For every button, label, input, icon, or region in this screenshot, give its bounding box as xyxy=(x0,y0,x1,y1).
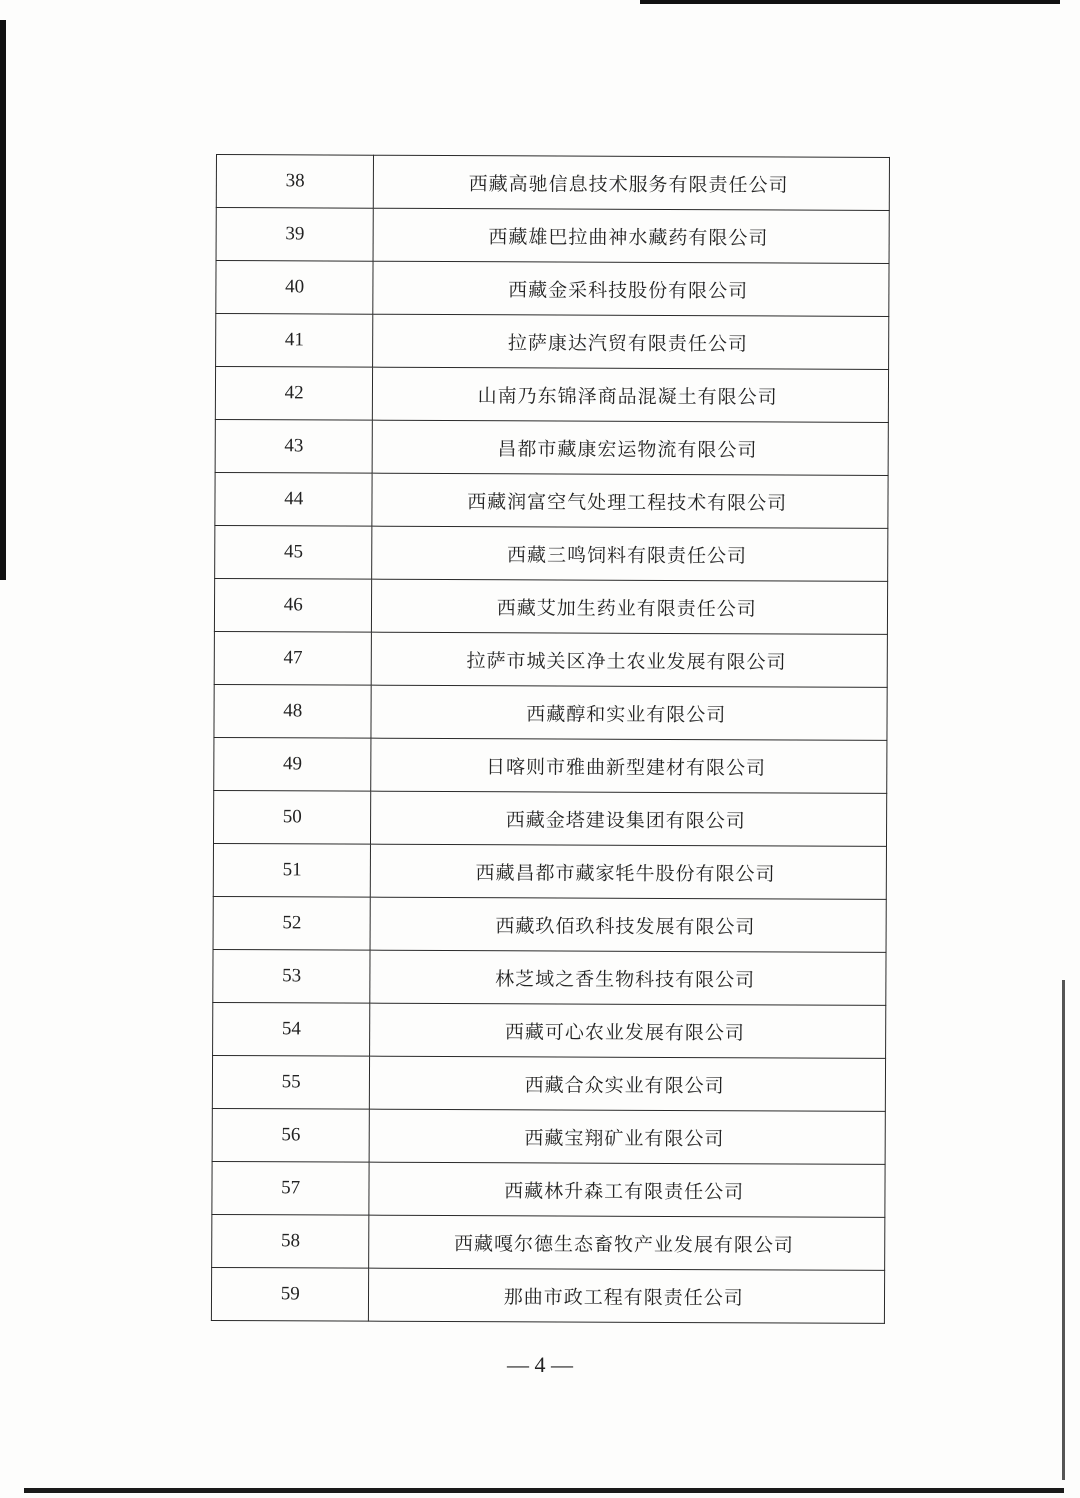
company-name: 西藏润富空气处理工程技术有限公司 xyxy=(372,473,888,528)
company-name: 那曲市政工程有限责任公司 xyxy=(369,1268,885,1323)
table-row xyxy=(216,155,889,211)
company-name: 西藏宝翔矿业有限公司 xyxy=(370,1109,886,1164)
row-number: 56 xyxy=(212,1108,370,1162)
company-name: 昌都市藏康宏运物流有限公司 xyxy=(373,420,889,475)
table-row xyxy=(215,472,888,528)
table-row xyxy=(213,1002,886,1058)
table-row xyxy=(213,790,886,846)
company-name: 拉萨市城关区净土农业发展有限公司 xyxy=(372,632,888,687)
row-number: 39 xyxy=(216,208,374,262)
table-row xyxy=(216,208,889,264)
row-number: 57 xyxy=(212,1161,370,1215)
row-number: 52 xyxy=(213,896,371,950)
table-row xyxy=(215,419,888,475)
table-row xyxy=(213,949,886,1005)
row-number: 49 xyxy=(214,737,372,791)
table-row xyxy=(215,367,888,423)
row-number: 51 xyxy=(213,843,371,897)
company-list-table xyxy=(211,154,890,1324)
company-name: 西藏可心农业发展有限公司 xyxy=(370,1003,886,1058)
table-row xyxy=(211,1267,884,1323)
table-row xyxy=(212,1214,885,1270)
table-row xyxy=(214,578,887,634)
table-row xyxy=(212,1161,885,1217)
company-name: 西藏醇和实业有限公司 xyxy=(371,685,887,740)
scan-edge-bottom xyxy=(24,1488,1064,1493)
table-row xyxy=(212,1108,885,1164)
table-row xyxy=(214,737,887,793)
company-name: 西藏金塔建设集团有限公司 xyxy=(371,791,887,846)
row-number: 58 xyxy=(212,1214,370,1268)
scan-edge-right xyxy=(1062,980,1065,1480)
row-number: 47 xyxy=(214,631,372,685)
table-row xyxy=(216,261,889,317)
company-name: 西藏高驰信息技术服务有限责任公司 xyxy=(374,155,890,210)
row-number: 45 xyxy=(215,525,373,579)
row-number: 42 xyxy=(215,367,373,421)
company-list-body xyxy=(211,155,889,1324)
row-number: 48 xyxy=(214,684,372,738)
company-name: 林芝域之香生物科技有限公司 xyxy=(370,950,886,1005)
row-number: 46 xyxy=(214,578,372,632)
row-number: 59 xyxy=(211,1267,369,1321)
table-row xyxy=(213,896,886,952)
row-number: 55 xyxy=(212,1055,370,1109)
company-name: 拉萨康达汽贸有限责任公司 xyxy=(373,314,889,369)
page-number: — 4 — xyxy=(507,1352,573,1377)
company-name: 日喀则市雅曲新型建材有限公司 xyxy=(371,738,887,793)
company-name: 西藏金采科技股份有限公司 xyxy=(373,261,889,316)
company-name: 西藏昌都市藏家牦牛股份有限公司 xyxy=(371,844,887,899)
company-name: 西藏嘎尔德生态畜牧产业发展有限公司 xyxy=(369,1215,885,1270)
company-name: 西藏三鸣饲料有限责任公司 xyxy=(372,526,888,581)
company-name: 西藏林升森工有限责任公司 xyxy=(369,1162,885,1217)
company-name: 西藏合众实业有限公司 xyxy=(370,1056,886,1111)
row-number: 44 xyxy=(215,472,373,526)
company-name: 山南乃东锦泽商品混凝土有限公司 xyxy=(373,367,889,422)
row-number: 54 xyxy=(213,1002,371,1056)
company-name: 西藏雄巴拉曲神水藏药有限公司 xyxy=(373,208,889,263)
table-row xyxy=(214,631,887,687)
row-number: 50 xyxy=(213,790,371,844)
row-number: 43 xyxy=(215,419,373,473)
company-name: 西藏艾加生药业有限责任公司 xyxy=(372,579,888,634)
table-row xyxy=(213,843,886,899)
scan-edge-left xyxy=(0,20,6,580)
table-row xyxy=(215,525,888,581)
row-number: 40 xyxy=(216,261,374,315)
table-row xyxy=(216,314,889,370)
table-row xyxy=(214,684,887,740)
row-number: 38 xyxy=(216,155,374,209)
row-number: 53 xyxy=(213,949,371,1003)
company-name: 西藏玖佰玖科技发展有限公司 xyxy=(370,897,886,952)
table-row xyxy=(212,1055,885,1111)
row-number: 41 xyxy=(216,314,374,368)
scan-edge-top xyxy=(640,0,1060,4)
